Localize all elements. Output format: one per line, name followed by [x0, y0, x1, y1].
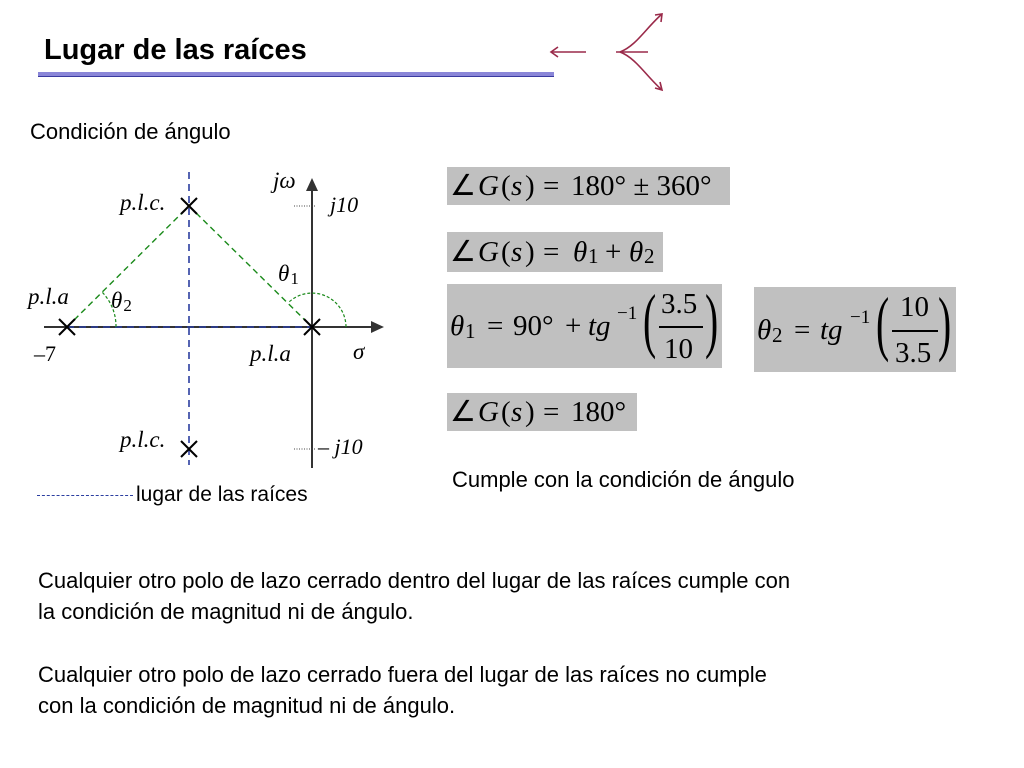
lower-branch [620, 52, 662, 90]
pole-value-label: –7 [34, 341, 56, 366]
theta2-symbol: θ [629, 236, 644, 268]
g-symbol: G [478, 236, 499, 268]
paragraph-inside-locus: Cualquier otro polo de lazo cerrado dentro del lugar de las raíces cumple con la condición de magnitud ni de ángulo. [38, 568, 791, 624]
theta1-subscript: 1 [465, 319, 476, 343]
big-paren-open: ( [643, 284, 657, 360]
paren-close: ) [525, 236, 535, 268]
paren-open: ( [501, 236, 511, 268]
fraction-denominator: 10 [664, 333, 693, 365]
equation-rhs: 180° ± 360° [571, 170, 712, 202]
equals-sign: = [543, 396, 560, 428]
fraction-numerator: 10 [900, 291, 929, 323]
theta1-symbol: θ [573, 236, 588, 268]
fraction-bar [659, 326, 703, 328]
fraction-numerator: 3.5 [661, 288, 698, 320]
legend-dashed-line [37, 495, 133, 496]
theta2-subscript: 2 [772, 323, 783, 347]
tick-top-label: j10 [330, 192, 359, 217]
root-locus-arrows-icon [548, 6, 678, 96]
equation-angle-condition [447, 167, 730, 205]
big-paren-open: ( [876, 287, 890, 363]
upper-branch [620, 14, 662, 52]
slide-title: Lugar de las raíces [44, 34, 307, 66]
s-symbol: s [511, 170, 523, 202]
pla-origin-label: p.l.a [250, 341, 291, 366]
g-symbol: G [478, 170, 499, 202]
paren-close: ) [525, 396, 535, 428]
ninety-degrees: 90° [513, 310, 554, 342]
fraction-bar [892, 330, 938, 332]
theta2-symbol: θ [757, 314, 772, 346]
angle-symbol: ∠ [450, 236, 476, 268]
big-paren-close: ) [705, 284, 719, 360]
angle-line-theta1 [189, 206, 312, 327]
section-subtitle: Condición de ángulo [30, 119, 231, 144]
equals-sign: = [487, 310, 504, 342]
theta1-symbol: θ [450, 310, 465, 342]
fraction-denominator: 3.5 [895, 337, 932, 369]
conclusion-text: Cumple con la condición de ángulo [452, 467, 795, 492]
real-axis-arrowhead [371, 321, 384, 333]
s-symbol: s [511, 236, 523, 268]
s-symbol: s [511, 396, 523, 428]
plus-sign: + [565, 310, 582, 342]
tg-function: tg [820, 314, 843, 346]
paren-close: ) [525, 170, 535, 202]
tick-bottom-label: – j10 [318, 434, 363, 459]
equals-sign: = [543, 236, 560, 268]
tg-function: tg [588, 310, 611, 342]
s-plane-diagram [0, 0, 440, 520]
equation-result [447, 393, 637, 431]
real-axis-label: σ [353, 339, 365, 364]
equation-theta2 [754, 287, 956, 372]
inverse-exponent: −1 [850, 307, 871, 328]
paragraph-outside-locus: Cualquier otro polo de lazo cerrado fuera del lugar de las raíces no cumple con la condición de magnitud ni de ángulo. [38, 662, 767, 718]
equation-angle-sum [447, 232, 663, 272]
equation-rhs: 180° [571, 396, 627, 428]
pla-left-label: p.l.a [28, 284, 69, 309]
big-paren-close: ) [938, 287, 952, 363]
paren-open: ( [501, 170, 511, 202]
angle-symbol: ∠ [450, 170, 476, 202]
equation-theta1 [447, 284, 722, 368]
inverse-exponent: −1 [617, 303, 638, 324]
imaginary-axis-label: jω [273, 168, 296, 193]
imaginary-axis-arrowhead [306, 178, 318, 191]
angle-symbol: ∠ [450, 396, 476, 428]
theta1-subscript: 1 [588, 244, 599, 268]
plc-bottom-label: p.l.c. [120, 427, 166, 452]
theta1-label: θ1 [278, 261, 299, 288]
equals-sign: = [543, 170, 560, 202]
plc-top-label: p.l.c. [120, 190, 166, 215]
g-symbol: G [478, 396, 499, 428]
theta2-label: θ2 [111, 288, 132, 315]
plus-sign: + [605, 236, 622, 268]
theta2-subscript: 2 [644, 244, 655, 268]
legend-label: lugar de las raíces [136, 483, 308, 506]
equals-sign: = [794, 314, 811, 346]
paren-open: ( [501, 396, 511, 428]
